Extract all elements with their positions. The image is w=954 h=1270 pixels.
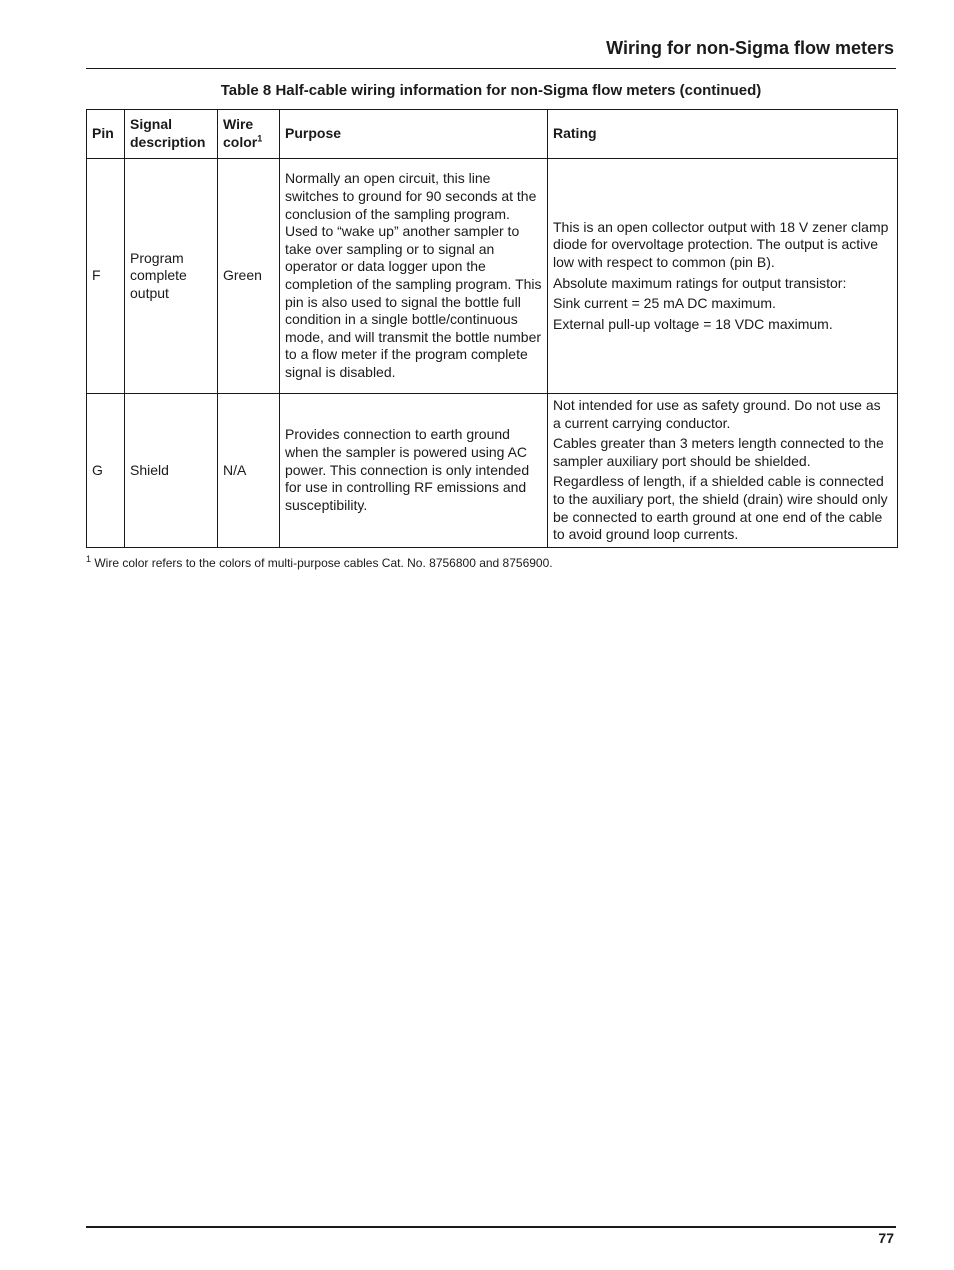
table-caption: Table 8 Half-cable wiring information for non-Sigma flow meters (continued) [220, 82, 762, 99]
wire-color-cell: Green [218, 159, 280, 394]
rating-cell [548, 159, 898, 394]
purpose-cell: Normally an open circuit, this line switches to ground for 90 seconds at the conclusion of the sampling program. Used to “wake up” another sampler to take over sampling or to signal an operator or data logger upon the completion of the sampling program. This pin is also used to signal the bottle full condition in a single bottle/continuous mode, and will transmit the bottle number to a flow meter if the program complete signal is disabled. [280, 159, 548, 394]
purpose-cell: Provides connection to earth ground when the sampler is powered using AC power. This connection is only intended for use in controlling RF emissions and susceptibility. [280, 394, 548, 548]
footer-divider [86, 1226, 896, 1228]
wire-color-cell: N/A [218, 394, 280, 548]
rating-paragraph: Regardless of length, if a shielded cable is connected to the auxiliary port, the shield (drain) wire should only be connected to earth ground at one end of the cable to avoid ground loop currents. [553, 473, 888, 543]
header-divider [86, 68, 896, 69]
table-header-row [87, 110, 898, 159]
table-row [87, 159, 898, 394]
page-number: 77 [878, 1230, 894, 1246]
column-header-wire-color [218, 110, 280, 159]
signal-header-line1: Signal [130, 116, 173, 133]
column-header-purpose: Purpose [280, 110, 548, 159]
wire-header-line1: Wire [223, 116, 254, 133]
signal-description-cell: Program complete output [125, 159, 218, 394]
table-row [87, 394, 898, 548]
rating-paragraph: This is an open collector output with 18 V zener clamp diode for overvoltage protection. The output is active low with respect to common (pin B). [553, 218, 889, 270]
rating-paragraph: Sink current = 25 mA DC maximum. [553, 295, 776, 312]
footnote-mark: 1 [86, 554, 92, 564]
table-footnote [86, 556, 553, 570]
wire-header-line2: color [223, 134, 258, 150]
rating-cell [548, 394, 898, 548]
column-header-signal-description [125, 110, 218, 159]
pin-cell: G [87, 394, 125, 548]
wiring-table [86, 109, 898, 548]
footnote-text: Wire color refers to the colors of multi-purpose cables Cat. No. 8756800 and 8756900. [94, 556, 553, 570]
column-header-rating: Rating [548, 110, 898, 159]
rating-paragraph: Not intended for use as safety ground. Do not use as a current carrying conductor. [553, 397, 881, 431]
section-header-title: Wiring for non-Sigma flow meters [606, 38, 894, 58]
signal-header-line2: description [130, 134, 206, 150]
footnote-reference: 1 [257, 133, 263, 144]
pin-cell: F [87, 159, 125, 394]
column-header-pin: Pin [87, 110, 125, 159]
rating-paragraph: External pull-up voltage = 18 VDC maximum. [553, 315, 833, 332]
signal-description-cell: Shield [125, 394, 218, 548]
rating-paragraph: Absolute maximum ratings for output transistor: [553, 274, 847, 291]
rating-paragraph: Cables greater than 3 meters length connected to the sampler auxiliary port should be shielded. [553, 435, 884, 469]
